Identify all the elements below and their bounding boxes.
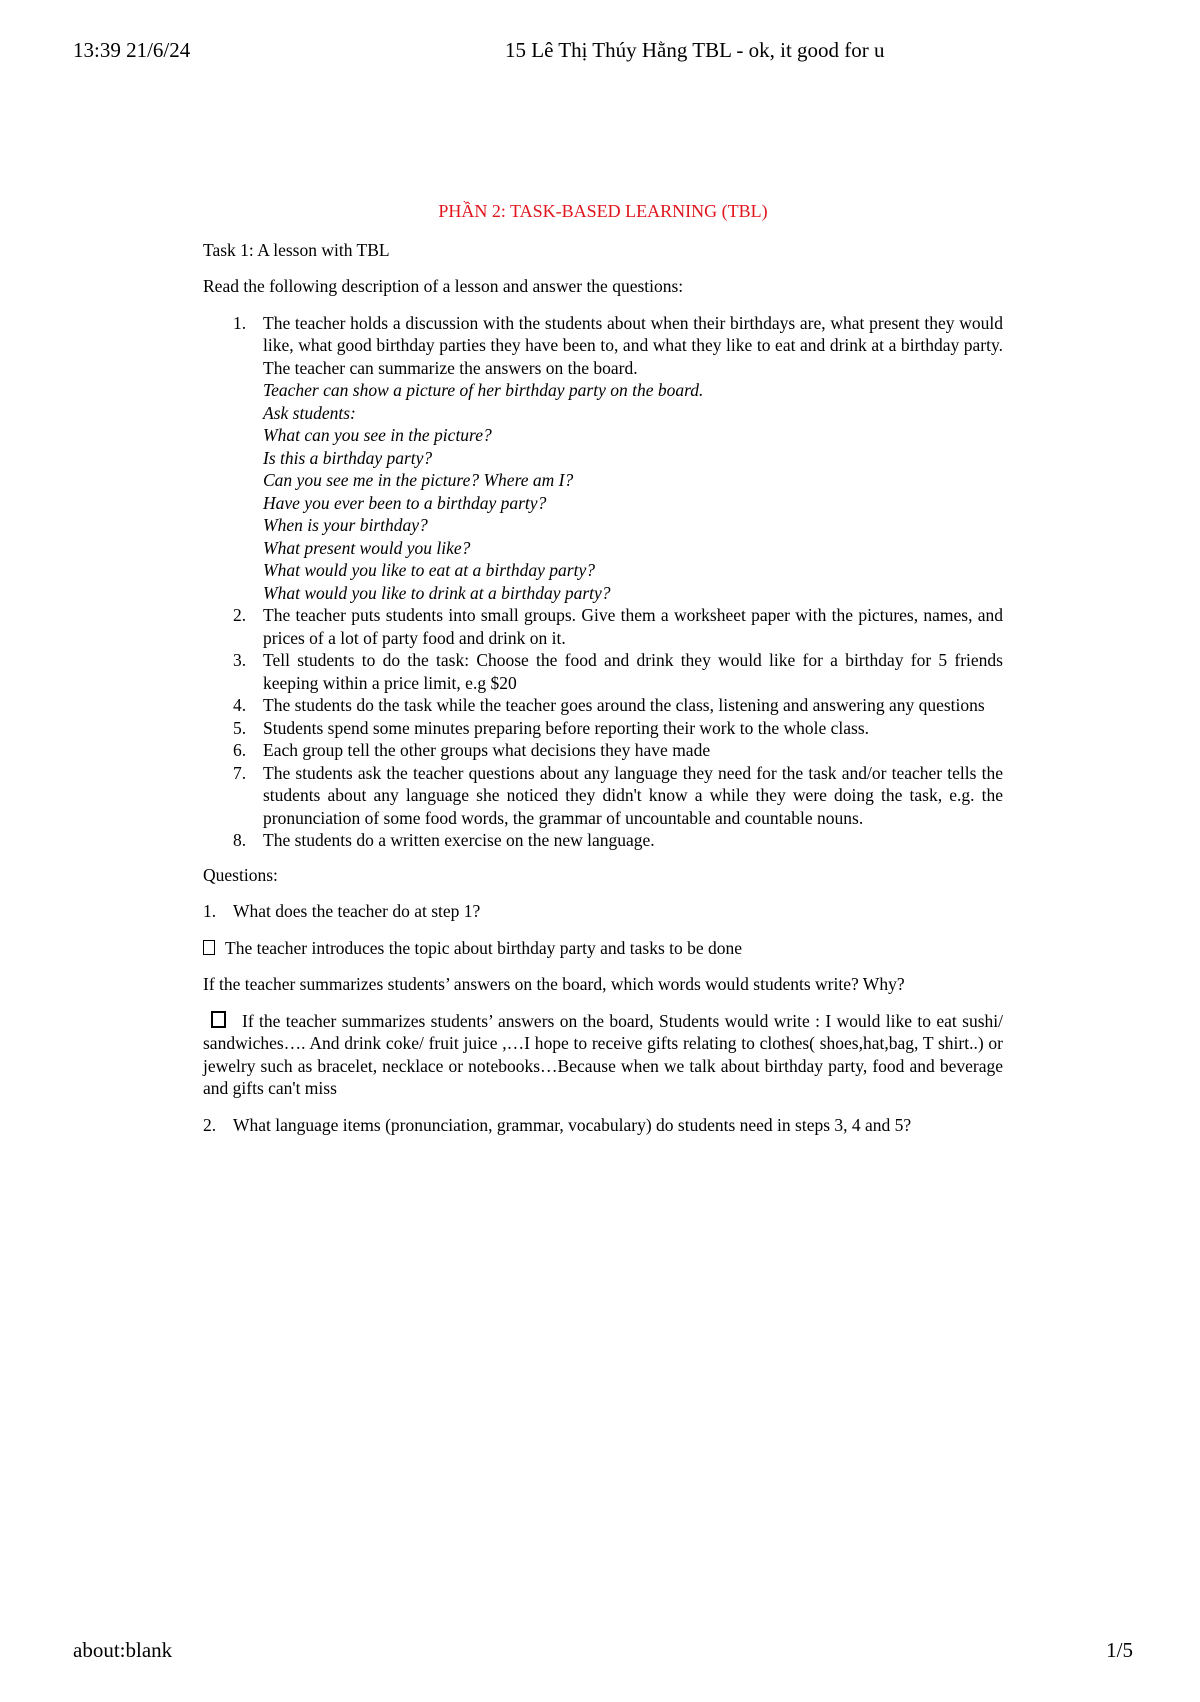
questions-label: Questions:: [203, 864, 278, 885]
step-number: 4.: [233, 695, 247, 715]
step-item: [233, 604, 1003, 649]
step-text: The students do a written exercise on the new language.: [263, 830, 655, 850]
step-item: [233, 762, 1003, 830]
step-item: [233, 649, 1003, 694]
print-footer: [73, 1638, 1133, 1668]
print-document-title: 15 Lê Thị Thúy Hằng TBL - ok, it good for u: [505, 38, 885, 62]
question-1: [203, 900, 1003, 923]
step-text: Students spend some minutes preparing before reporting their work to the whole class.: [263, 717, 870, 738]
answer-text: The teacher introduces the topic about birthday party and tasks to be done: [225, 937, 743, 958]
checkbox-glyph-icon: [203, 940, 215, 955]
print-url: about:blank: [73, 1638, 173, 1662]
prompt-line: What would you like to drink at a birthday party?: [263, 582, 611, 603]
step-item: [233, 694, 1003, 717]
step-number: 2.: [233, 605, 247, 625]
print-header: [73, 38, 1133, 68]
page-number: 1/5: [1106, 1638, 1133, 1662]
prompt-line: Can you see me in the picture? Where am I?: [263, 470, 574, 490]
document-body: [203, 200, 1003, 1136]
answer-1b: [203, 1010, 1003, 1100]
step-item: [233, 739, 1003, 762]
prompt-line: When is your birthday?: [263, 515, 428, 535]
question-text: What does the teacher do at step 1?: [233, 901, 481, 921]
section-heading: PHẦN 2: TASK-BASED LEARNING (TBL): [438, 201, 768, 221]
question-2: [203, 1114, 1003, 1137]
instructions: Read the following description of a lesson and answer the questions:: [203, 276, 684, 296]
prompt-line: Is this a birthday party?: [263, 447, 433, 468]
prompt-line: What present would you like?: [263, 537, 471, 558]
answer-text: If the teacher summarizes students’ answers on the board, Students would write : I would like to eat sushi/ sandwiches…. And drink coke/ fruit juice ,…I hope to receive gifts relating to clothes( shoes,hat,bag, T shirt..) or jewelry such as bracelet, necklace or notebooks…Because when we talk about birthday party, food and beverage and gifts can't miss: [203, 1010, 1003, 1098]
question-text: What language items (pronunciation, grammar, vocabulary) do students need in steps 3, 4 and 5?: [233, 1114, 912, 1135]
step-item: [233, 717, 1003, 740]
step-number: 7.: [233, 762, 247, 783]
task-title: Task 1: A lesson with TBL: [203, 239, 390, 260]
prompt-line: Have you ever been to a birthday party?: [263, 492, 547, 513]
step-text: Each group tell the other groups what decisions they have made: [263, 740, 711, 760]
print-timestamp: 13:39 21/6/24: [73, 38, 191, 62]
step-text: The teacher holds a discussion with the students about when their birthdays are, what present they would like, what good birthday parties they have been to, and what they like to eat and drink at a birthday party. The teacher can summarize the answers on the board.: [263, 312, 1003, 378]
step-item: [233, 829, 1003, 852]
step-text: The students do the task while the teacher goes around the class, listening and answering any questions: [263, 695, 985, 715]
step-number: 1.: [233, 312, 247, 333]
lesson-steps: [203, 312, 1003, 852]
step-text: Tell students to do the task: Choose the food and drink they would like for a birthday for 5 friends keeping within a price limit, e.g $20: [263, 650, 1003, 693]
prompt-line: Teacher can show a picture of her birthday party on the board.: [263, 380, 704, 400]
step-text: The students ask the teacher questions about any language they need for the task and/or teacher tells the students about any language she noticed they didn't know a while they were doing the task, e.g. the pronunciation of some food words, the grammar of uncountable and countable nouns.: [263, 762, 1003, 828]
prompt-line: Ask students:: [263, 402, 356, 423]
prompt-line: What would you like to eat at a birthday party?: [263, 560, 595, 580]
answer-1: [203, 937, 1003, 960]
question-number: 1.: [203, 901, 217, 921]
step-number: 6.: [233, 740, 247, 760]
step-text: The teacher puts students into small groups. Give them a worksheet paper with the pictures, names, and prices of a lot of party food and drink on it.: [263, 605, 1003, 648]
checkbox-glyph-icon: [211, 1011, 226, 1028]
step1-prompts: [263, 379, 1003, 604]
step-number: 3.: [233, 650, 247, 670]
step-number: 5.: [233, 717, 247, 738]
step-item: [233, 312, 1003, 605]
question-1b: If the teacher summarizes students’ answers on the board, which words would students write? Why?: [203, 974, 905, 994]
prompt-line: What can you see in the picture?: [263, 425, 492, 445]
step-number: 8.: [233, 830, 247, 850]
question-number: 2.: [203, 1114, 217, 1135]
